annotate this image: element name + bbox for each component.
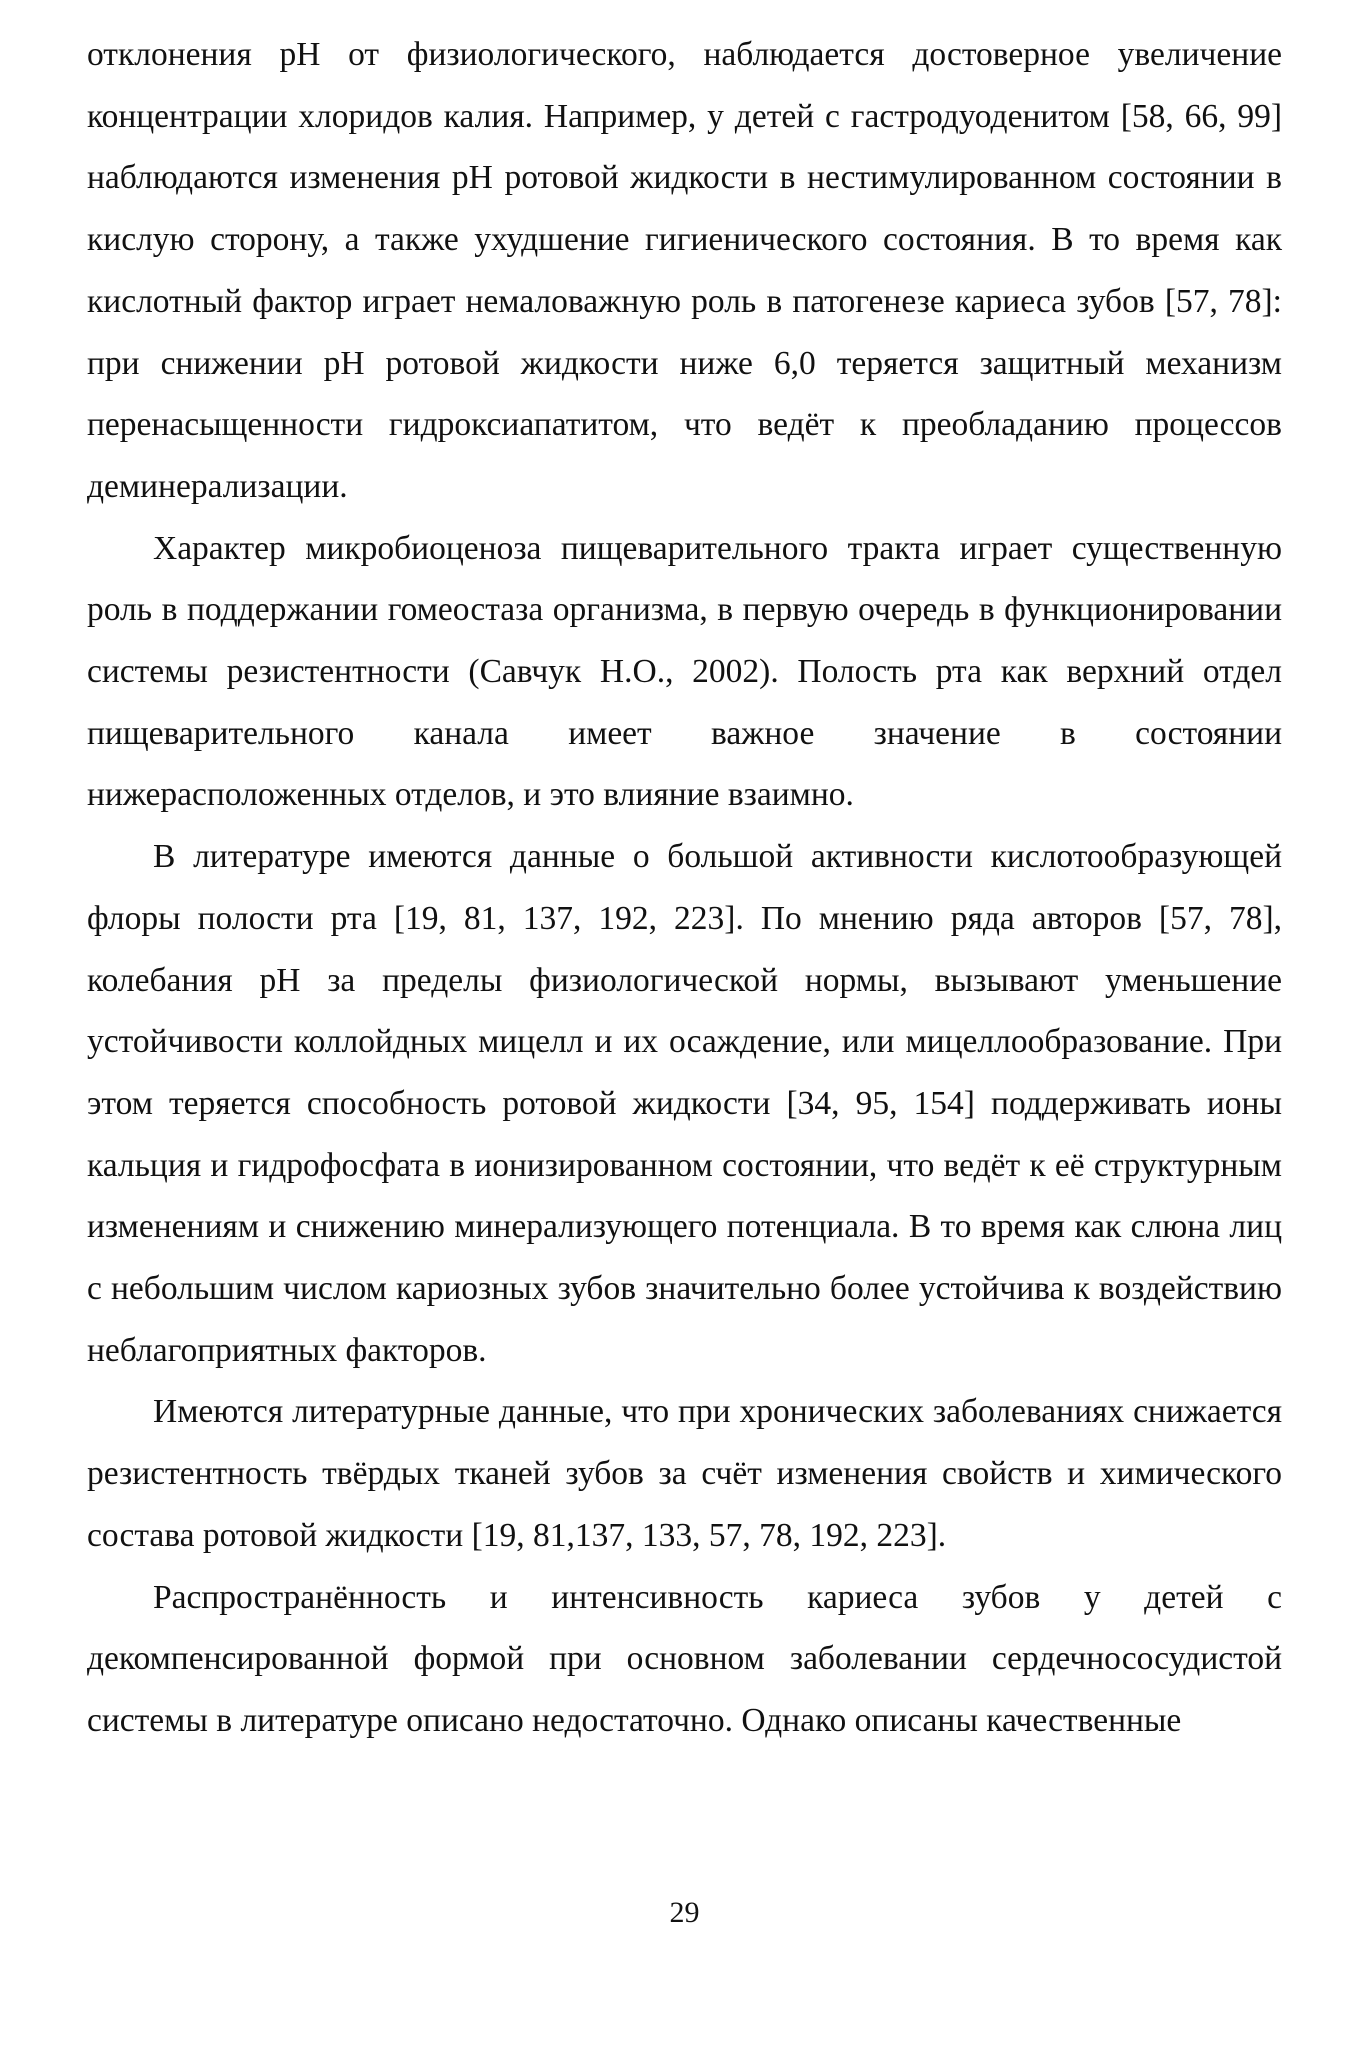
page-number: 29 [669,1896,700,1929]
paragraph-1: отклонения pH от физиологического, наблюдается достоверное увеличение концентрации хлоридов калия. Например, у детей с гастродуоденитом [58, 66, 99] наблюдаются изменения pH ротовой жидкости в нестимулированном состоянии в кислую сторону, а также ухудшение гигиенического состояния. В то время как кислотный фактор играет немаловажную роль в патогенезе кариеса зубов [57, 78]: при снижении pH ротовой жидкости ниже 6,0 теряется защитный механизм перенасыщенности гидроксиапатитом, что ведёт к преобладанию процессов деминерализации. [87,36,1282,505]
paragraph-2: Характер микробиоценоза пищеварительного тракта играет существенную роль в поддержании гомеостаза организма, в первую очередь в функционировании системы резистентности (Савчук Н.О., 2002). Полость рта как верхний отдел пищеварительного канала имеет важное значение в состоянии нижерасположенных отделов, и это влияние взаимно. [87,529,1282,814]
paragraph-4: Имеются литературные данные, что при хронических заболеваниях снижается резистентность твёрдых тканей зубов за счёт изменения свойств и химического состава ротовой жидкости [19, 81,137, 133, 57, 78, 192, 223]. [87,1393,1282,1554]
paragraph-3: В литературе имеются данные о большой активности кислотообразующей флоры полости рта [19, 81, 137, 192, 223]. По мнению ряда авторов [57, 78], колебания pH за пределы физиологической нормы, вызывают уменьшение устойчивости коллойдных мицелл и их осаждение, или мицеллообразование. При этом теряется способность ротовой жидкости [34, 95, 154] поддерживать ионы кальция и гидрофосфата в ионизированном состоянии, что ведёт к её структурным изменениям и снижению минерализующего потенциала. В то время как слюна лиц с небольшим числом кариозных зубов значительно более устойчива к воздействию неблагоприятных факторов. [87,838,1282,1369]
paragraph-5: Распространённость и интенсивность кариеса зубов у детей с декомпенсированной формой при основном заболевании сердечнососудистой системы в литературе описано недостаточно. Однако описаны качественные [87,1578,1282,1739]
body-text [87,24,1282,1752]
